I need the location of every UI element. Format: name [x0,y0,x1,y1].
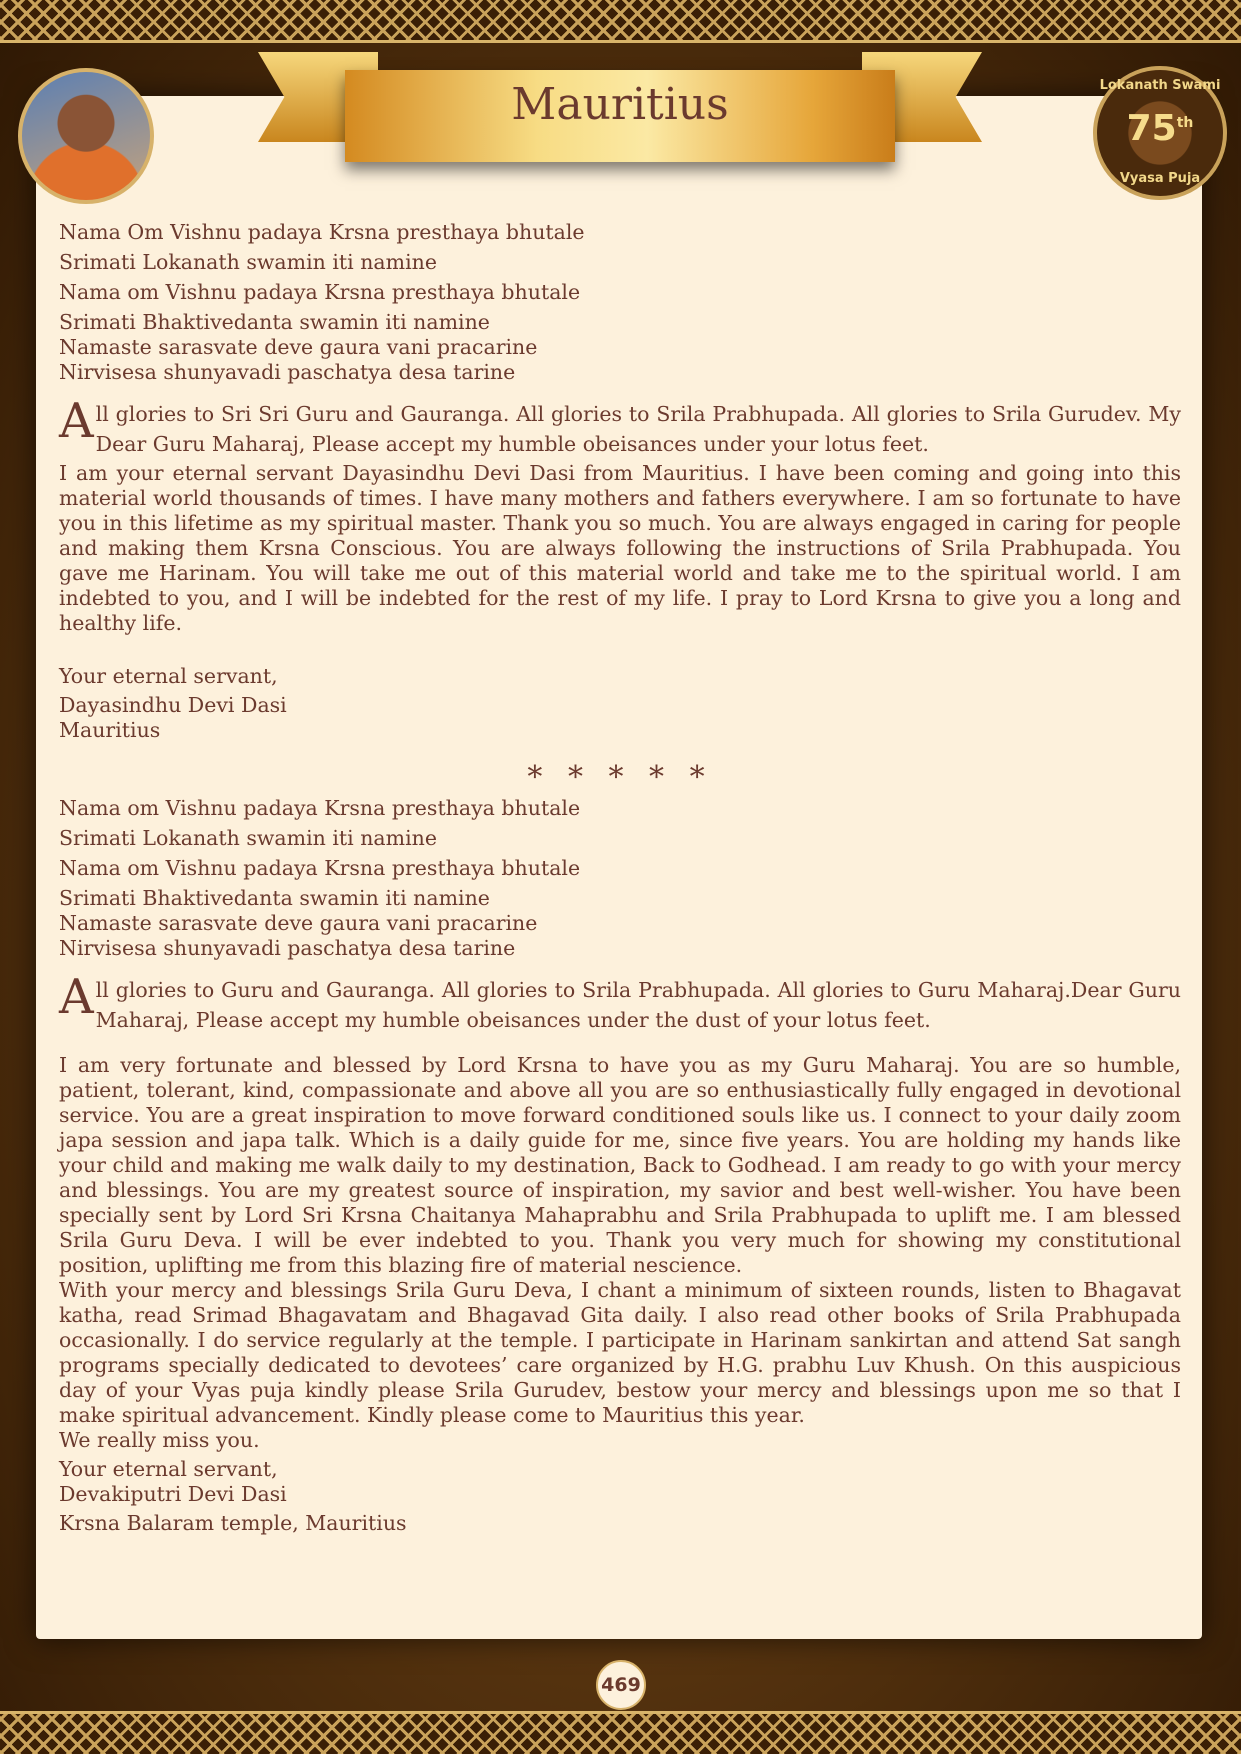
page-number: 469 [596,1660,646,1710]
vyasa-puja-medallion-logo [1093,66,1227,200]
letter-2-body-1: I am very fortunate and blessed by Lord Krsna to have you as my Guru Maharaj. You are so humble, patient, tolerant, kind, compassionate and above all you are so enthusiastically fully engaged in devotional service. You are a great inspiration to move forward conditioned souls like us. I connect to your daily zoom japa session and japa talk. Which is a daily guide for me, since five years. You are holding my hands like your child and making me walk daily to my destination, Back to Godhead. I am ready to go with your mercy and blessings. You are my greatest source of inspiration, my savior and best well-wisher. You have been specially sent by Lord Sri Krsna Chaitanya Mahaprabhu and Srila Prabhupada to uplift me. I am blessed Srila Guru Deva. I will be ever indebted to you. Thank you very much for showing my constitutional position, uplifting me from this blazing fire of material nescience. [59,1053,1181,1277]
decorative-border-bottom [0,1711,1241,1754]
decorative-border-top [0,0,1241,43]
guru-portrait-photo [18,68,154,204]
drop-cap: A [59,969,94,1025]
letter-1-intro: All glories to Sri Sri Guru and Gauranga. All glories to Srila Prabhupada. All glories to Srila Gurudev. My Dear Guru Maharaj, Please accept my humble obeisances under your lotus feet. [59,393,1181,456]
letter-2-body-3: We really miss you. [59,1428,260,1452]
verse-line: Srimati Lokanath swamin iti namine [59,826,437,850]
letter-1-closing: Your eternal servant, [59,664,278,688]
title-ribbon [345,70,895,162]
separator-stars: * * * * * [527,760,713,795]
letter-2-location: Krsna Balaram temple, Mauritius [59,1511,407,1535]
letter-1-body: I am your eternal servant Dayasindhu Devi Dasi from Mauritius. I have been coming and going into this material world thousands of times. I have many mothers and fathers everywhere. I am so fortunate to have you in this lifetime as my spiritual master. Thank you so much. You are always engaged in caring for people and making them Krsna Conscious. You are always following the instructions of Srila Prabhupada. You gave me Harinam. You will take me out of this material world and take me to the spiritual world. I am indebted to you, and I will be indebted for the rest of my life. I pray to Lord Krsna to give you a long and healthy life. [59,461,1181,635]
verse-line: Nama Om Vishnu padaya Krsna presthaya bhutale [59,220,585,244]
medallion-top-text: Lokanath Swami [1099,78,1221,93]
page-content [59,220,1181,1536]
letter-2-signature: Devakiputri Devi Dasi [59,1482,287,1506]
letter-2-intro: All glories to Guru and Gauranga. All glories to Srila Prabhupada. All glories to Guru Maharaj.Dear Guru Maharaj, Please accept my humble obeisances under the dust of your lotus feet. [59,969,1181,1032]
verse-line: Namaste sarasvate deve gaura vani pracarine [59,911,538,935]
letter-1-location: Mauritius [59,718,161,742]
verse-line: Srimati Bhaktivedanta swamin iti namine [59,886,490,910]
verse-line: Nirvisesa shunyavadi paschatya desa tarine [59,936,516,960]
page-title: Mauritius [511,79,729,130]
verse-line: Srimati Lokanath swamin iti namine [59,250,437,274]
verse-line: Nama om Vishnu padaya Krsna presthaya bhutale [59,856,581,880]
verse-line: Namaste sarasvate deve gaura vani pracarine [59,335,538,359]
verse-line: Srimati Bhaktivedanta swamin iti namine [59,310,490,334]
letter-2-closing: Your eternal servant, [59,1457,278,1481]
letter-2-body-2: With your mercy and blessings Srila Guru Deva, I chant a minimum of sixteen rounds, listen to Bhagavat katha, read Srimad Bhagavatam and Bhagavad Gita daily. I also read other books of Srila Prabhupada occasionally. I do service regularly at the temple. I participate in Harinam sankirtan and attend Sat sangh programs specially dedicated to devotees’ care organized by H.G. prabhu Luv Khush. On this auspicious day of your Vyas puja kindly please Srila Gurudev, bestow your mercy and blessings upon me so that I make spiritual advancement. Kindly please come to Mauritius this year. [59,1278,1181,1427]
verse-block-1 [59,220,1181,385]
medallion-number: 75th [1126,108,1194,149]
letter-1-signature: Dayasindhu Devi Dasi [59,693,287,717]
verse-line: Nama om Vishnu padaya Krsna presthaya bhutale [59,796,581,820]
drop-cap: A [59,393,94,449]
verse-block-2 [59,796,1181,961]
verse-line: Nama om Vishnu padaya Krsna presthaya bhutale [59,280,581,304]
medallion-bottom-text: Vyasa Puja [1119,171,1201,186]
verse-line: Nirvisesa shunyavadi paschatya desa tarine [59,360,516,384]
